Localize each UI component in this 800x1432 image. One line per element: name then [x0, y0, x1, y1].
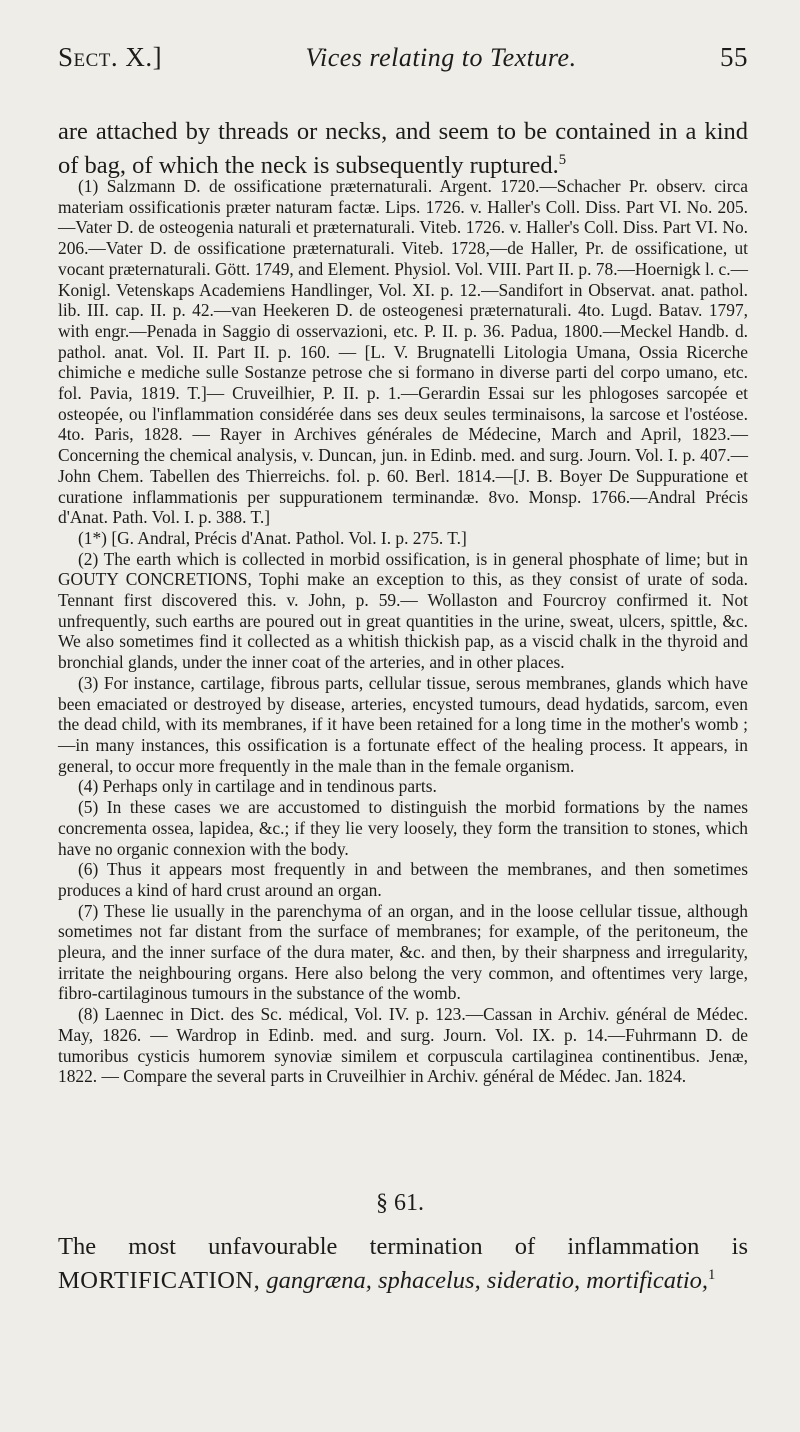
footnote-4: (4) Perhaps only in cartilage and in tendinous parts.	[78, 776, 437, 797]
running-head	[58, 42, 748, 73]
footnote-1-star: (1*) [G. Andral, Précis d'Anat. Pathol. Vol. I. p. 275. T.]	[78, 527, 467, 548]
running-title: Vices relating to Texture.	[305, 43, 577, 72]
footnote-5: (5) In these cases we are accustomed to distinguish the morbid formations by the names concrementa ossea, lapidea, &c.; if they lie very loosely, they form the transition to stones, which have no organic connexion with the body.	[58, 797, 748, 859]
footnotes	[58, 176, 748, 1087]
closing-marker: 1	[708, 1267, 716, 1283]
section-label: Sect. X.]	[58, 42, 163, 72]
closing-term: MORTIFICATION,	[58, 1267, 261, 1295]
lead-text: are attached by threads or necks, and seem to be contained in a kind of bag, of which the neck is subsequently ruptured.	[58, 118, 748, 180]
section-heading: § 61.	[376, 1190, 424, 1216]
page-number: 55	[720, 42, 748, 72]
closing-paragraph	[58, 1232, 748, 1295]
closing-latin: gangræna, sphacelus, sideratio, mortificatio,	[266, 1267, 709, 1295]
footnote-3: (3) For instance, cartilage, fibrous parts, cellular tissue, serous membranes, glands which have been emaciated or destroyed by disease, arteries, encysted tumours, dead hydatids, sarcom, even the dead child, with its membranes, if it have been retained for a long time in the mother's womb ;—in many instances, this ossification is a fortunate effect of the healing process. It appears, in general, to occur more frequently in the male than in the female organism.	[58, 672, 748, 776]
footnote-8: (8) Laennec in Dict. des Sc. médical, Vol. IV. p. 123.—Cassan in Archiv. général de Médec. May, 1826. — Wardrop in Edinb. med. and surg. Journ. Vol. IX. p. 14.—Fuhrmann D. de tumoribus cysticis humorem synoviæ similem et corpuscula cartilaginea continentibus. Jenæ, 1822. — Compare the several parts in Cruveilhier in Archiv. général de Médec. Jan. 1824.	[58, 1004, 748, 1087]
footnote-6: (6) Thus it appears most frequently in and between the membranes, and then sometimes produces a kind of hard crust around an organ.	[58, 859, 748, 900]
footnote-7: (7) These lie usually in the parenchyma of an organ, and in the loose cellular tissue, although sometimes not far distant from the surface of membranes; for example, of the peritoneum, the pleura, and the inner surface of the dura mater, &c. and then, by their sharpness and irregularity, irritate the neighbouring organs. Here also belong the very common, and oftentimes very large, fibro-cartilaginous tumours in the substance of the womb.	[58, 900, 748, 1004]
footnote-2: (2) The earth which is collected in morbid ossification, is in general phosphate of lime; but in GOUTY CONCRETIONS, Tophi make an exception to this, as they consist of urate of soda. Tennant first discovered this. v. John, p. 59.— Wollaston and Fourcroy confirmed it. Not unfrequently, such earths are poured out in great quantities in the urine, sweat, ulcers, spittle, &c. We also sometimes find it collected as a whitish thickish pap, as a viscid chalk in the thyroid and bronchial glands, under the inner coat of the arteries, and in other places.	[58, 548, 748, 673]
lead-paragraph	[58, 118, 748, 180]
footnote-1: (1) Salzmann D. de ossificatione præternaturali. Argent. 1720.—Schacher Pr. observ. circa materiam ossificationis præter naturam factæ. Lips. 1726. v. Haller's Coll. Diss. Part VI. No. 205.—Vater D. de osteogenia naturali et præternaturali. Viteb. 1726. v. Haller's Coll. Diss. Part VI. No. 206.—Vater D. de ossificatione præternaturali. Viteb. 1728,—de Haller, Pr. de ossificatione, ut vocant præternaturali. Gött. 1749, and Element. Physiol. Vol. VIII. Part II. p. 78.—Hoernigk l. c.— Konigl. Vetenskaps Academiens Handlinger, Vol. XI. p. 12.—Sandifort in Observat. anat. pathol. lib. III. cap. II. p. 42.—van Heekeren D. de osteogenesi præternaturali. 4to. Lugd. Batav. 1797, with engr.—Penada in Saggio di osservazioni, etc. P. II. p. 36. Padua, 1800.—Meckel Handb. d. pathol. anat. Vol. II. Part II. p. 160. — [L. V. Brugnatelli Litologia Umana, Ossia Ricerche chimiche e mediche sulle Sostanze petrose che si formano in diverse parti del corpo umano, etc. fol. Pavia, 1819. T.]— Cruveilhier, P. II. p. 1.—Gerardin Essai sur les phlogoses sarcopée et osteopée, ou l'inflammation considérée dans ses deux seules terminaisons, la sarcose et l'ostéose. 4to. Paris, 1828. — Rayer in Archives générales de Médecine, March and April, 1823.— Concerning the chemical analysis, v. Duncan, jun. in Edinb. med. and surg. Journ. Vol. I. p. 407.—John Chem. Tabellen des Thierreichs. fol. p. 60. Berl. 1814.—[J. B. Boyer De Suppuratione et curatione inflammationis per suppurationem terminandæ. 8vo. Monsp. 1766.—Andral Précis d'Anat. Path. Vol. I. p. 388. T.]	[58, 176, 748, 528]
footnote-marker: 5	[558, 152, 567, 168]
closing-intro: The most unfavourable termination of inflammation is	[58, 1233, 748, 1260]
